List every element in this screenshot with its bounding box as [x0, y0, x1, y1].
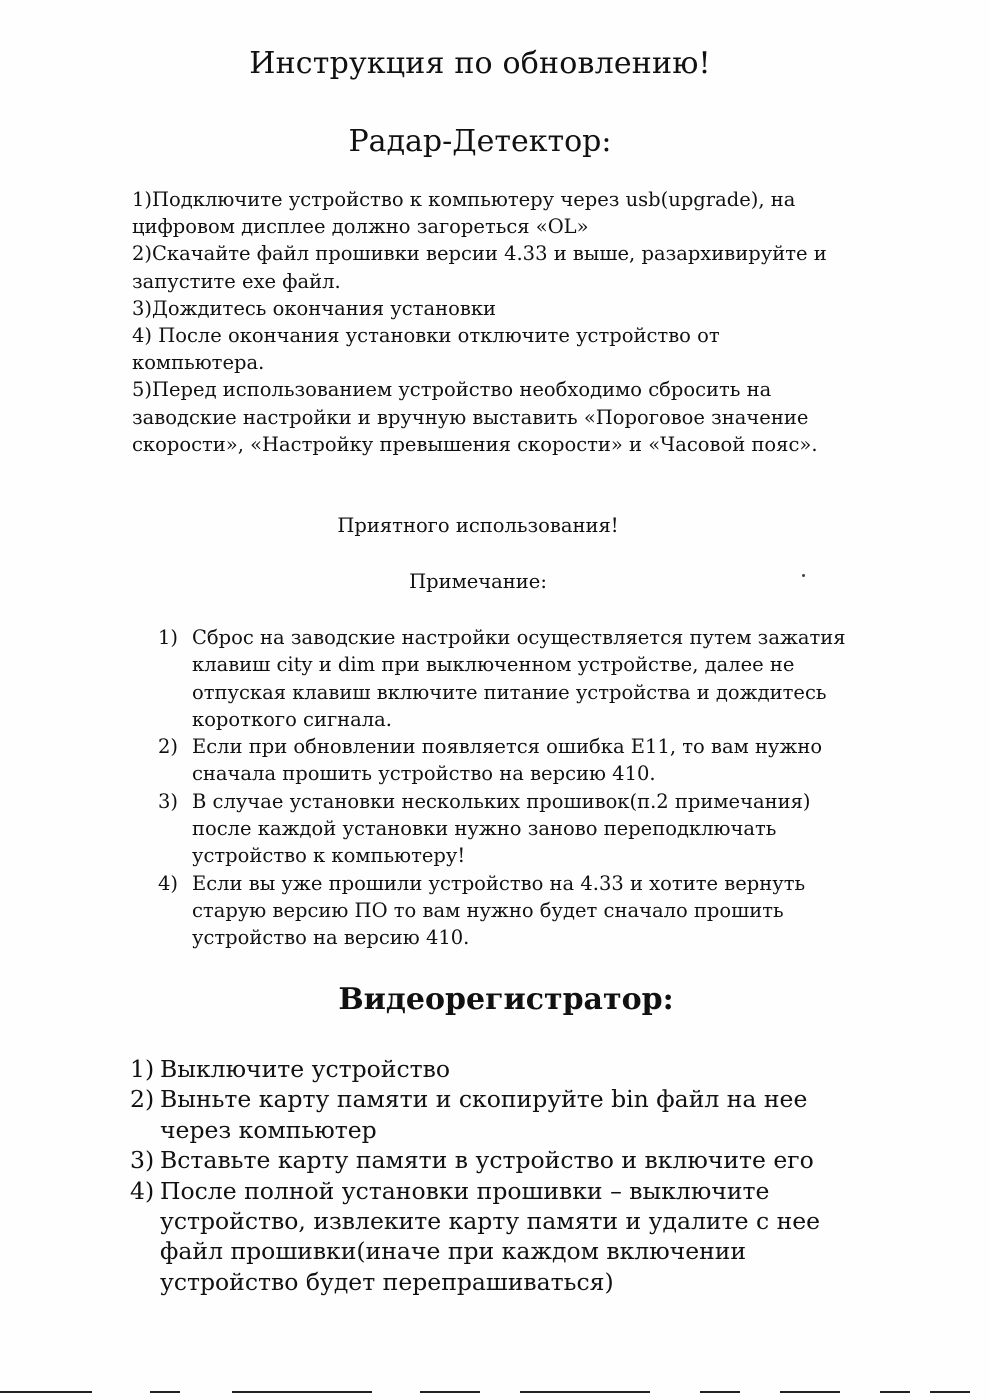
- scan-speck: [802, 574, 805, 577]
- video-step-text: Выключите устройство: [160, 1055, 451, 1083]
- scan-edge-line: [520, 1391, 650, 1393]
- video-step-text: После полной установки прошивки – выключите устройство, извлеките карту памяти и удалите с нее файл прошивки(иначе при каждом включении устройство будет перепрашиваться): [160, 1176, 821, 1296]
- scan-edge-line: [420, 1391, 480, 1393]
- note-item: [158, 788, 848, 870]
- note-item: [158, 870, 848, 952]
- radar-step: 2)Скачайте файл прошивки версии 4.33 и выше, разархивируйте и запустите exe файл.: [132, 242, 827, 293]
- scan-edge-line: [700, 1391, 740, 1393]
- scan-edge-line: [780, 1391, 840, 1393]
- video-step-number: 1): [130, 1055, 155, 1083]
- radar-step: 3)Дождитесь окончания установки: [132, 296, 496, 320]
- radar-steps-list: [132, 186, 832, 458]
- radar-step: 4) После окончания установки отключите устройство от компьютера.: [132, 324, 720, 375]
- radar-step: 1)Подключите устройство к компьютеру через usb(upgrade), на цифровом дисплее должно загореться «OL»: [132, 188, 796, 239]
- document-title: Инструкция по обновлению!: [249, 46, 711, 81]
- note-heading: Примечание:: [409, 570, 547, 593]
- note-text: Если вы уже прошили устройство на 4.33 и хотите вернуть старую версию ПО то вам нужно будет сначало прошить устройство на версию 410.: [192, 871, 806, 950]
- radar-step: 5)Перед использованием устройство необходимо сбросить на заводские настройки и вручную выставить «Пороговое значение скорости», «Настройку превышения скорости» и «Часовой пояс».: [132, 378, 818, 456]
- video-step-text: Выньте карту памяти и скопируйте bin файл на нее через компьютер: [160, 1085, 808, 1144]
- note-number: 4): [158, 871, 179, 895]
- note-item: [158, 624, 848, 733]
- note-number: 2): [158, 735, 179, 759]
- scan-edge-line: [150, 1391, 180, 1393]
- video-step-text: Вставьте карту памяти в устройство и включите его: [160, 1146, 814, 1175]
- radar-detector-heading: Радар-Детектор:: [348, 124, 612, 159]
- note-text: Сброс на заводские настройки осуществляется путем зажатия клавиш city и dim при выключенном устройстве, далее не отпуская клавиш включите питание устройства и дождитесь короткого сигнала.: [192, 626, 846, 731]
- note-text: В случае установки нескольких прошивок(п.2 примечания) после каждой установки нужно заново переподключать устройство к компьютеру!: [192, 789, 811, 868]
- video-step-number: 3): [130, 1146, 155, 1175]
- video-step: [130, 1054, 850, 1084]
- scan-edge-line: [880, 1391, 910, 1393]
- scan-edge-line: [930, 1391, 970, 1393]
- video-recorder-heading: Видеорегистратор:: [338, 982, 674, 1017]
- note-number: 1): [158, 626, 179, 649]
- video-step: [130, 1084, 850, 1145]
- scan-edge-line: [0, 1391, 92, 1393]
- video-step: [130, 1145, 850, 1175]
- note-text: Если при обновлении появляется ошибка E11, то вам нужно сначала прошить устройство на версию 410.: [192, 735, 823, 786]
- video-step: [130, 1176, 850, 1298]
- video-step-number: 2): [130, 1085, 155, 1114]
- video-steps-list: [130, 1054, 850, 1297]
- video-step-number: 4): [130, 1176, 155, 1205]
- note-item: [158, 733, 848, 788]
- note-number: 3): [158, 789, 179, 813]
- scan-edge-line: [232, 1391, 372, 1393]
- notes-list: [158, 624, 848, 952]
- closing-text: Приятного использования!: [337, 514, 619, 537]
